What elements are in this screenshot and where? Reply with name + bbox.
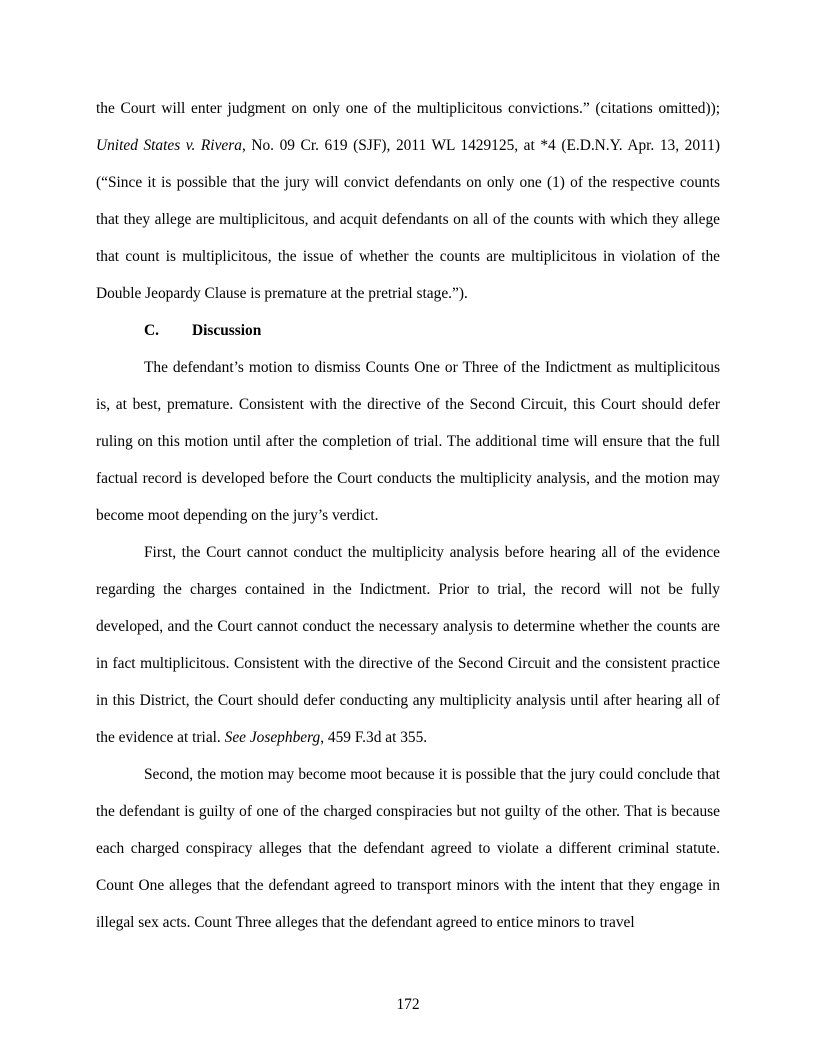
case-citation: See Josephberg [224, 729, 321, 746]
paragraph-discussion-intro: The defendant’s motion to dismiss Counts One or Three of the Indictment as multiplicitous is, at best, premature. Consistent with the directive of the Second Circuit, this Court should defer ruling on this motion until after the completion of trial. The additional time will ensure that the full factual record is developed before the Court conducts the multiplicity analysis, and the motion may become moot depending on the jury’s verdict. [96, 359, 720, 524]
paragraph-text: , No. 09 Cr. 619 (SJF), 2011 WL 1429125, at *4 (E.D.N.Y. Apr. 13, 2011) (“Since it is possible that the jury will convict defendants on only one (1) of the respective counts that they allege are multiplicitous, and acquit defendants on all of the counts with which they allege that count is multiplicitous, the issue of whether the counts are multiplicitous in violation of the Double Jeopardy Clause is premature at the pretrial stage.”). [96, 137, 720, 302]
section-number: C. [144, 322, 159, 339]
paragraph-second-argument: Second, the motion may become moot because it is possible that the jury could conclude that the defendant is guilty of one of the charged conspiracies but not guilty of the other. That is because each charged conspiracy alleges that the defendant agreed to violate a different criminal statute. Count One alleges that the defendant agreed to transport minors with the intent that they engage in illegal sex acts. Count Three alleges that the defendant agreed to entice minors to travel [96, 766, 720, 931]
paragraph-text: First, the Court cannot conduct the multiplicity analysis before hearing all of the evidence regarding the charges contained in the Indictment. Prior to trial, the record will not be fully developed, and the Court cannot conduct the necessary analysis to determine whether the counts are in fact multiplicitous. Consistent with the directive of the Second Circuit and the consistent practice in this District, the Court should defer conducting any multiplicity analysis until after hearing all of the evidence at trial. [96, 544, 720, 746]
paragraph-first-argument [96, 534, 720, 756]
section-title: Discussion [192, 322, 262, 339]
page-number: 172 [396, 996, 420, 1013]
paragraph-text: , 459 F.3d at 355. [320, 729, 428, 746]
paragraph-text: the Court will enter judgment on only one of the multiplicitous convictions.” (citations omitted)); [96, 100, 720, 117]
section-heading [96, 312, 720, 349]
paragraph-continuation [96, 90, 720, 312]
case-citation: United States v. Rivera [96, 137, 242, 154]
body-text [96, 90, 720, 941]
